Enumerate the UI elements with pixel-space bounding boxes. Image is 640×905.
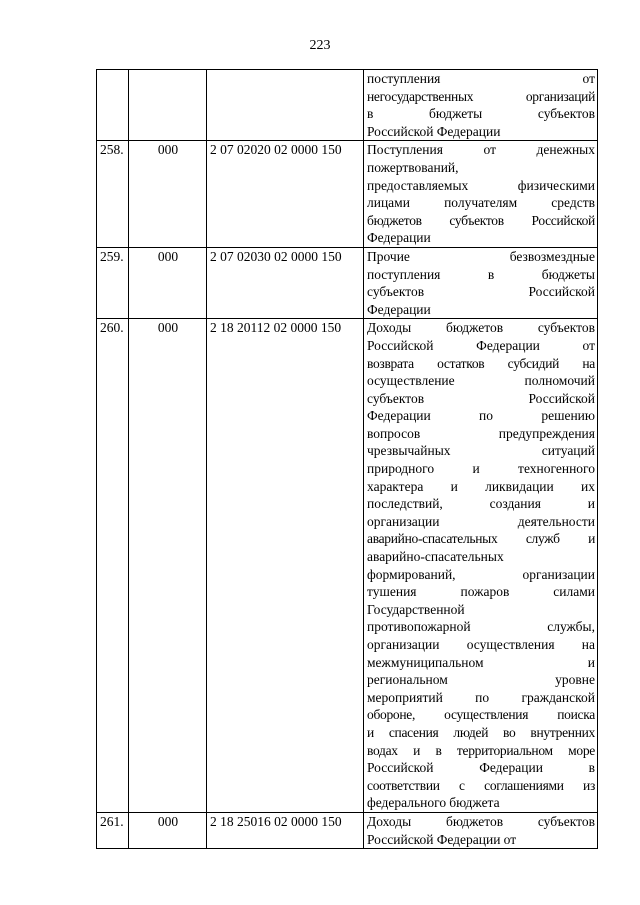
income-name-line: последствий, создания и [367,496,595,512]
income-name-line: Российской Федерации в [367,760,595,776]
income-name-line: аварийно-спасательных служб и [367,531,595,547]
income-name-line: Российской Федерации от [367,337,595,353]
income-name-line: мероприятий по гражданской [367,689,595,705]
income-name-line: Доходы бюджетов субъектов [367,813,595,829]
row-number-cell: 261. [97,812,129,848]
income-name-line: Государственной [367,601,465,617]
income-name-line: возврата остатков субсидий на [367,355,595,371]
income-name-line: природного и техногенного [367,461,595,477]
income-name-line: аварийно-спасательных [367,549,504,565]
income-name-line: негосударственных организаций [367,88,595,104]
budget-code-cell: 2 07 02030 02 0000 150 [207,247,364,318]
income-name-line: Российской Федерации от [367,831,517,847]
income-name-line: региональном уровне [367,672,595,688]
income-name-cell [364,319,598,813]
page-number: 223 [309,38,331,53]
income-name-line: противопожарной службы, [367,619,595,635]
row-number-cell: 258. [97,141,129,248]
income-name-line: Федерации [367,301,431,317]
table-row [97,141,598,248]
income-name-line: поступления от [367,71,595,86]
income-name-line: Федерации по решению [367,408,595,424]
income-name-line: субъектов Российской [367,390,595,406]
budget-classification-table [96,69,598,849]
income-name-line: соответствии с соглашениями из [367,777,595,793]
income-name-line: чрезвычайных ситуаций [367,443,595,459]
income-name-line: водах и в территориальном море [367,742,595,758]
income-name-line: бюджетов субъектов Российской [367,212,595,228]
income-name-line: осуществление полномочий [367,373,595,389]
table-row [97,70,598,141]
row-number-cell [97,70,129,141]
income-name-line: и спасения людей во внутренних [367,724,595,740]
income-name-line: Доходы бюджетов субъектов [367,320,595,336]
budget-code-cell: 2 18 20112 02 0000 150 [207,319,364,813]
income-name-line: Прочие безвозмездные [367,248,595,264]
row-number-cell: 260. [97,319,129,813]
income-name-line: вопросов предупреждения [367,425,595,441]
admin-code-cell: 000 [129,247,207,318]
income-name-line: субъектов Российской [367,284,595,300]
income-name-cell [364,141,598,248]
income-name-line: характера и ликвидации их [367,478,595,494]
table-body [97,70,598,849]
income-name-line: поступления в бюджеты [367,266,595,282]
budget-code-cell [207,70,364,141]
income-name-line: в бюджеты субъектов [367,106,595,122]
budget-code-cell: 2 07 02020 02 0000 150 [207,141,364,248]
income-name-line: обороне, осуществления поиска [367,707,595,723]
income-name-line: тушения пожаров силами [367,584,595,600]
income-name-line: Федерации [367,230,431,246]
income-name-line: организации деятельности [367,513,595,529]
income-name-line: формирований, организации [367,566,595,582]
table-row [97,247,598,318]
income-name-line: Поступления от денежных [367,142,595,158]
admin-code-cell: 000 [129,319,207,813]
admin-code-cell [129,70,207,141]
income-name-cell [364,247,598,318]
admin-code-cell: 000 [129,141,207,248]
income-name-line: межмуниципальном и [367,654,595,670]
income-name-line: федерального бюджета [367,795,500,811]
income-name-line: Российской Федерации [367,123,501,139]
income-name-line: пожертвований, [367,159,459,175]
budget-code-cell: 2 18 25016 02 0000 150 [207,812,364,848]
income-name-cell [364,70,598,141]
table-row [97,319,598,813]
income-name-line: организации осуществления на [367,637,595,652]
table-row [97,812,598,848]
income-name-cell [364,812,598,848]
admin-code-cell: 000 [129,812,207,848]
income-name-line: лицами получателям средств [367,195,595,211]
income-name-line: предоставляемых физическими [367,177,595,193]
row-number-cell: 259. [97,247,129,318]
